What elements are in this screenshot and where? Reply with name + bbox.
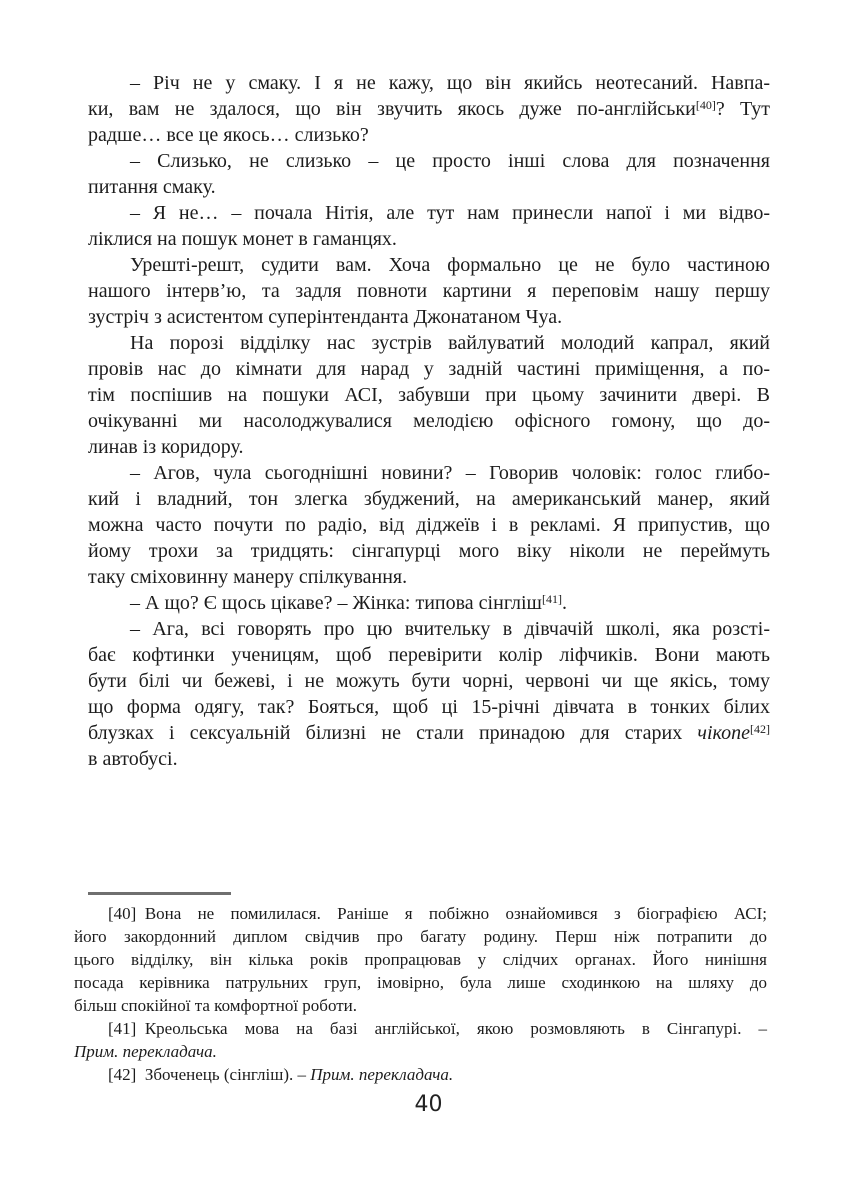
text-line	[88, 616, 770, 642]
footnote	[74, 902, 767, 1017]
text-segment: – Я не… – почала Нітія, але тут нам принесли напої і ми відво-	[130, 202, 770, 224]
text-line	[74, 902, 767, 925]
text-line	[88, 122, 770, 148]
text-segment: Урешті-решт, судити вам. Хоча формально це не було частиною	[130, 254, 770, 276]
text-segment: його закордонний диплом свідчив про багату родину. Перш ніж потрапити до	[74, 927, 767, 946]
text-line	[88, 200, 770, 226]
footnote-ref: [40]	[695, 98, 716, 112]
text-segment: можна часто почути по радіо, від діджеїв і в рекламі. Я припустив, що	[88, 514, 770, 536]
text-line	[88, 668, 770, 694]
text-line	[74, 971, 767, 994]
text-segment: нашого інтерв’ю, та задля повноти картини я переповім нашу першу	[88, 280, 770, 302]
text-segment: – Агов, чула сьогоднішні новини? – Говорив чоловік: голос глибо-	[130, 462, 770, 484]
text-line	[88, 330, 770, 356]
text-segment: линав із коридору.	[88, 436, 244, 458]
text-line	[88, 720, 770, 746]
text-line	[88, 96, 770, 122]
body-text	[88, 70, 770, 772]
text-segment: кий і владний, тон злегка збуджений, на американський манер, який	[88, 488, 770, 510]
footnote	[74, 1017, 767, 1063]
text-segment: – Річ не у смаку. І я не кажу, що він якийсь неотесаний. Навпа-	[130, 72, 770, 94]
text-segment: блузках і сексуальній білизні не стали принадою для старих	[88, 722, 698, 744]
text-line	[88, 460, 770, 486]
paragraph	[88, 590, 770, 616]
text-segment: очікуванні ми насолоджувалися мелодією офісного гомону, що до-	[88, 410, 770, 432]
text-segment: йому трохи за тридцять: сінгапурці мого віку ніколи не переймуть	[88, 540, 770, 562]
text-segment: радше… все це якось… слизько?	[88, 124, 369, 146]
text-line	[88, 70, 770, 96]
text-line	[88, 304, 770, 330]
text-line	[74, 1040, 767, 1063]
text-line	[88, 252, 770, 278]
footnote-divider	[88, 892, 231, 895]
text-line	[88, 538, 770, 564]
footnotes-block	[74, 902, 767, 1086]
text-line	[74, 948, 767, 971]
text-segment: На порозі відділку нас зустрів вайлуватий молодий капрал, який	[130, 332, 770, 354]
text-segment: посада керівника патрульних груп, імовірно, була лише сходинкою на шляху до	[74, 973, 767, 992]
text-segment: зустріч з асистентом суперінтенданта Джонатаном Чуа.	[88, 306, 563, 328]
text-line	[88, 356, 770, 382]
text-segment: ки, вам не здалося, що він звучить якось дуже по-англійськи	[88, 98, 696, 120]
text-line	[88, 590, 770, 616]
paragraph	[88, 460, 770, 590]
text-line	[88, 382, 770, 408]
text-line	[74, 994, 767, 1017]
text-segment: ? Тут	[715, 98, 771, 120]
text-segment: бути білі чи бежеві, і не можуть бути чорні, червоні чи ще якісь, тому	[88, 670, 770, 692]
text-line	[74, 925, 767, 948]
text-line	[88, 226, 770, 252]
text-line	[88, 434, 770, 460]
footnote-ref: [42]	[750, 722, 770, 736]
text-line	[88, 564, 770, 590]
text-line	[88, 512, 770, 538]
text-segment: цього відділку, він кілька років пропрацював у слідчих органах. Його нинішня	[74, 950, 767, 969]
text-line	[88, 486, 770, 512]
text-line	[88, 148, 770, 174]
footnote	[74, 1063, 767, 1086]
footnote-ref: [41]	[541, 592, 562, 606]
text-segment: питання смаку.	[88, 176, 216, 198]
text-line	[88, 694, 770, 720]
text-segment: в автобусі.	[88, 748, 178, 770]
paragraph	[88, 330, 770, 460]
text-line	[74, 1017, 767, 1040]
text-segment: – Слизько, не слизько – це просто інші слова для позначення	[130, 150, 770, 172]
text-segment: бає кофтинки ученицям, щоб перевірити колір ліфчиків. Вони мають	[88, 644, 770, 666]
text-segment: ліклися на пошук монет в гаманцях.	[88, 228, 397, 250]
text-line	[88, 278, 770, 304]
text-line	[74, 1063, 767, 1086]
text-segment: більш спокійної та комфортної роботи.	[74, 996, 357, 1015]
text-segment: таку сміховинну манеру спілкування.	[88, 566, 408, 588]
paragraph	[88, 148, 770, 200]
text-segment: тім поспішив на пошуки АСІ, забувши при цьому зачинити двері. В	[88, 384, 770, 406]
paragraph	[88, 252, 770, 330]
text-segment: – А що? Є щось цікаве? – Жінка: типова сінгліш	[130, 592, 542, 614]
text-segment: [42] Збоченець (сінгліш). –	[108, 1065, 311, 1084]
text-line	[88, 746, 770, 772]
text-segment: .	[561, 592, 567, 614]
text-segment: [41] Креольська мова на базі англійської, якою розмовляють в Сінгапурі. –	[108, 1019, 767, 1038]
page-number: 40	[414, 1092, 443, 1117]
text-line	[88, 174, 770, 200]
text-segment: провів нас до кімнати для нарад у задній частині приміщення, а по-	[88, 358, 770, 380]
paragraph	[88, 616, 770, 772]
text-segment: Прим. перекладача.	[74, 1042, 217, 1061]
text-segment: чікопе	[697, 722, 750, 744]
paragraph	[88, 70, 770, 148]
text-segment: Прим. перекладача.	[310, 1065, 454, 1084]
text-line	[88, 642, 770, 668]
text-line	[88, 408, 770, 434]
text-segment: [40] Вона не помилилася. Раніше я побіжно ознайомився з біографією АСІ;	[108, 904, 767, 923]
paragraph	[88, 200, 770, 252]
text-segment: що форма одягу, так? Бояться, щоб ці 15-річні дівчата в тонких білих	[88, 696, 770, 718]
text-segment: – Ага, всі говорять про цю вчительку в дівчачій школі, яка розсті-	[130, 618, 770, 640]
